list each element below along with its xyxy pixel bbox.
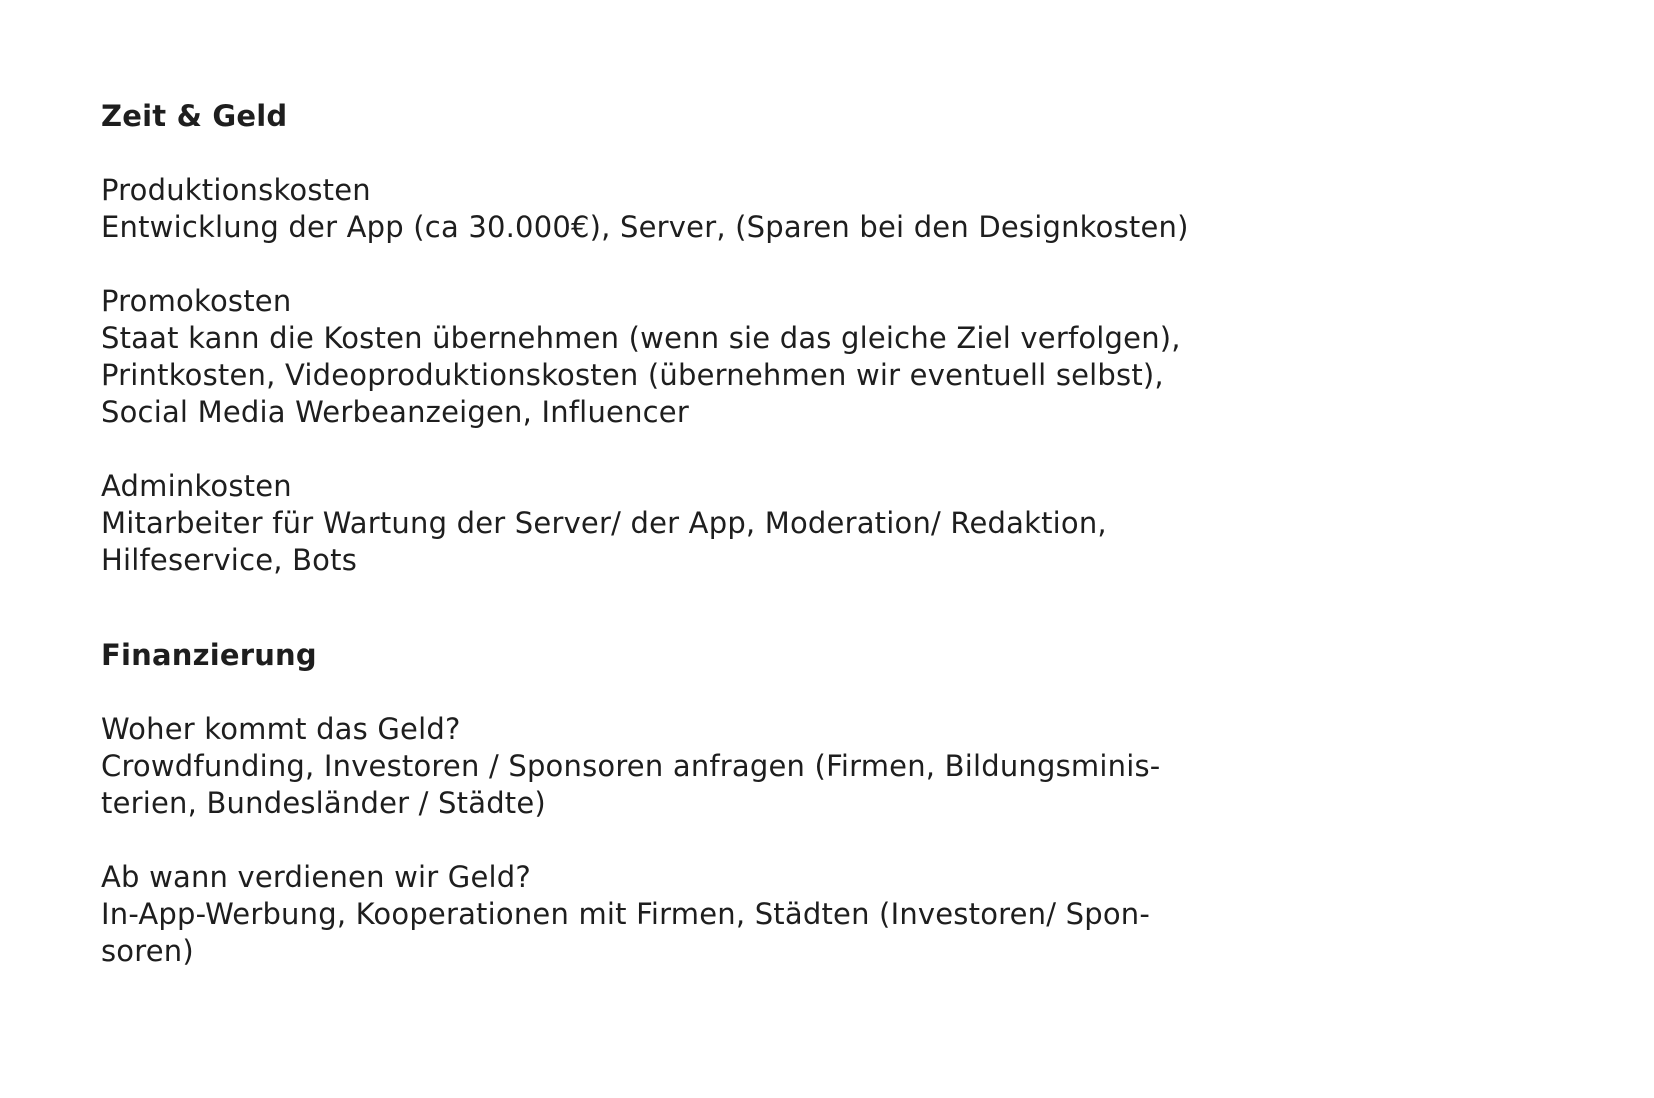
block-text-line: Staat kann die Kosten übernehmen (wenn sie das gleiche Ziel verfolgen), — [101, 321, 1181, 355]
document-content — [101, 98, 1321, 970]
block-text-line: terien, Bundesländer / Städte) — [101, 786, 546, 820]
block-title-promokosten: Promokosten — [101, 284, 292, 318]
block-text-line: Mitarbeiter für Wartung der Server/ der App, Moderation/ Redaktion, — [101, 506, 1107, 540]
block-text-line: In-App-Werbung, Kooperationen mit Firmen, Städten (Investoren/ Spon- — [101, 897, 1151, 931]
block-text-line: soren) — [101, 934, 194, 968]
section-heading-zeit-geld: Zeit & Geld — [101, 99, 288, 133]
block-text-line: Crowdfunding, Investoren / Sponsoren anfragen (Firmen, Bildungsminis- — [101, 749, 1161, 783]
block-title-ab-wann-verdienen-wir-geld: Ab wann verdienen wir Geld? — [101, 860, 531, 894]
block-text-line: Printkosten, Videoproduktionskosten (übernehmen wir eventuell selbst), — [101, 358, 1164, 392]
block-text-line: Social Media Werbeanzeigen, Influencer — [101, 395, 689, 429]
block-title-produktionskosten: Produktionskosten — [101, 173, 371, 207]
block-text-line: Entwicklung der App (ca 30.000€), Server, (Sparen bei den Designkosten) — [101, 210, 1189, 244]
block-title-woher-kommt-das-geld: Woher kommt das Geld? — [101, 712, 461, 746]
block-text-line: Hilfeservice, Bots — [101, 543, 358, 577]
block-title-adminkosten: Adminkosten — [101, 469, 292, 503]
section-heading-finanzierung: Finanzierung — [101, 638, 317, 672]
